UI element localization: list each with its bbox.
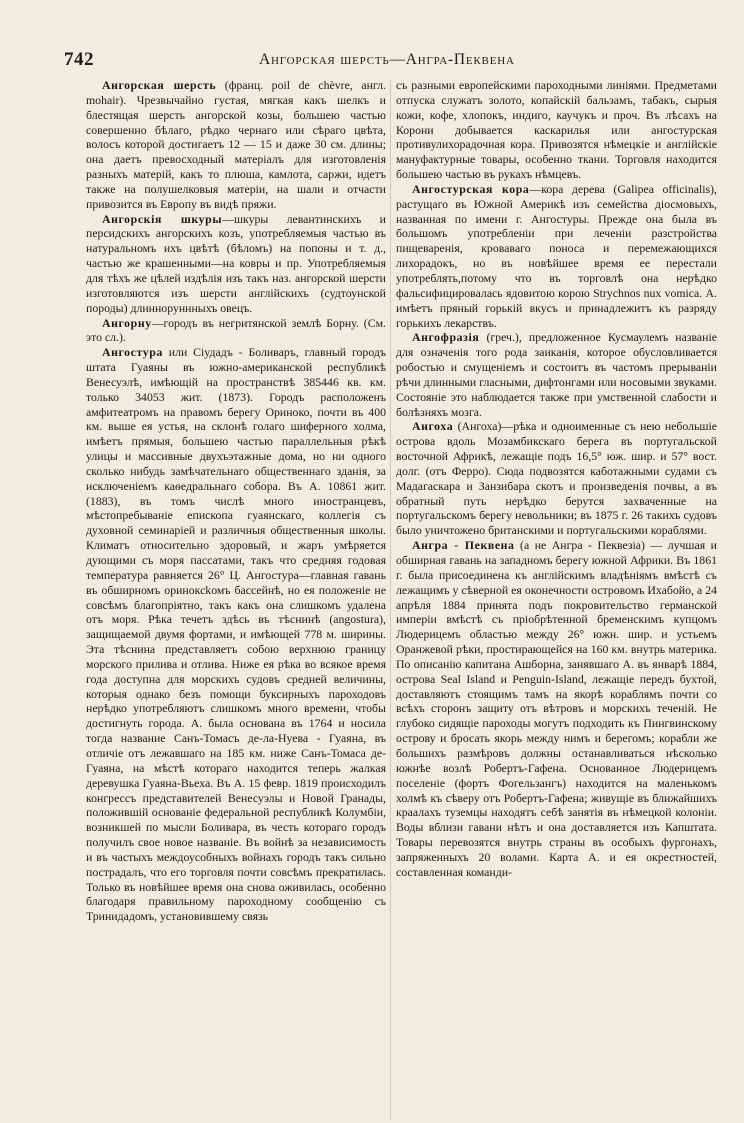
- entry-term: Ангофразія: [412, 330, 480, 345]
- column-divider: [390, 80, 391, 1120]
- entry-angornu: [86, 316, 386, 346]
- entry-angorskaya-sherst: [86, 78, 386, 212]
- entry-term: Ангорну: [102, 315, 152, 330]
- entry-angokha: [396, 419, 717, 538]
- entry-term: Ангорскія шкуры: [102, 211, 223, 226]
- entry-continuation: съ разными европейскими пароходными линіями. Предметами отпуска служатъ золото, копайскій бальзамъ, табакъ, сырыя кожи, кофе, хлопокъ, индиго, каучукъ и проч. Въ лѣсахъ на Корони добывается каскарилья или ангостурская противулихорадочная кора. Привозятся нѣмецкіе и англійскіе мануфактурные товары, особенно ткани. Торговля находится большею частью въ рукахъ нѣмцевъ.: [396, 78, 717, 182]
- entry-angosturskaya-kora: [396, 182, 717, 330]
- left-column: [86, 78, 386, 924]
- entry-term: Ангостура: [102, 345, 163, 360]
- entry-term: Ангорская шерсть: [102, 78, 217, 92]
- entry-term: Ангоха: [412, 419, 454, 434]
- page-number: 742: [64, 49, 94, 70]
- entry-text: (а не Ангра - Пеквезіа) — лучшая и обширная гавань на западномъ берегу южной Африки. Въ 1861 г. была присоединена къ англійскимъ владѣніямъ вмѣстѣ съ лежащимъ у сѣверной ея оконечности островомъ Ихабойо, а 24 апрѣля 1884 принята подъ покровительство германской имперіи вмѣстѣ съ пріобрѣтенной бременскимъ купцомъ Людерицемъ областью между 26° южн. шир. и устьемъ Оранжевой рѣки, простирающейся на 160 км. внутрь материка. По описанію капитана Ашборна, занявшаго А. въ январѣ 1884, острова Seal Island и Penguin-Island, лежащіе передъ бухтой, доставляютъ стоящимъ тамъ на якорѣ кораблямъ почти со всѣхъ сторонъ защиту отъ вѣтровъ и морскихъ теченій. Не глубоко сидящіе пароходы могутъ подходить къ Пингвинскому острову и бросать якорь между нимъ и берегомъ; корабли же большихъ размѣровъ должны останавливаться нѣсколько южнѣе возлѣ Робертъ-Гафена. Основанное Людерицемъ поселеніе (фортъ Фогельзангъ) находится на маленькомъ холмѣ къ сѣверу отъ Робертъ-Гафена; живущіе въ ближайшихъ краалахъ туземцы находятъ себѣ занятія въ нѣмецкой колоніи. Воды вблизи гавани нѣтъ и она доставляется изъ Капштата. Товары перевозятся внутрь страны въ особыхъ фургонахъ, запряженныхъ 20 волами. Карта А. и ея окрестностей, составленная команди-: [396, 538, 717, 879]
- entry-angofraziya: [396, 330, 717, 419]
- entry-text: —кора дерева (Galipea officinalis), растущаго въ Южной Америкѣ изъ семейства діосмовыхъ, названная по имени г. Ангостуры. Прежде она была въ большомъ употребленіи при леченіи разстройства пищеваренія, кровавaго поноса и перемежающихся лихорадокъ, но въ новѣйшее время ее перестали употреблять,потому что въ торговлѣ она нерѣдко фальсифицировалась ядовитою корою Strychnos nux vomica. А. имѣетъ пряный горькій вкусъ и принадлежитъ къ разряду горькихъ лекарствъ.: [396, 181, 717, 330]
- entry-term: Ангостурская кора: [412, 181, 530, 196]
- entry-angostura: [86, 345, 386, 924]
- entry-angorskiya-shkury: [86, 212, 386, 316]
- entry-text: —городъ въ негритянской землѣ Борну. (См. это сл.).: [86, 315, 386, 345]
- entry-text: или Сіудадъ - Боливаръ, главный городъ штата Гуаяны въ южно-американской республикѣ Венесуэлѣ, имѣющій на пространствѣ 385446 кв. км. только 34053 жит. (1873). Городъ расположенъ амфитеатромъ на правомъ берегу Ориноко, почти въ 400 км. выше ея устья, на склонѣ голаго шиферного холма, имѣетъ прямыя, большею частью параллельныя рѣкѣ улицы и массивные двухъэтажные дома, но ни одного сколько нибудь замѣчательнаго общественнаго зданія, за исключеніемъ каѳедральнаго собора. Въ А. 10861 жит. (1883), въ томъ числѣ много иностранцевъ, мѣстопребываніе епископа гуаянскаго, коллегія съ духовной семинаріей и различныя общественныя школы. Климатъ относительно здоровый, и жаръ умѣряется дующими съ моря пассатами, такъ что средняя годовая температура равняется 26° Ц. Ангостура—главная гавань въ обширномъ ориноксkомъ бассейнѣ, но ея положеніе не совсѣмъ благопріятно, такъ какъ она слишкомъ удалена отъ моря. Рѣка течетъ здѣсь въ тѣснинѣ (angostura), защищаемой двумя фортами, и имѣющей 778 м. ширины. Эта тѣснина представляетъ собою верхнюю границу морского прилива и отлива. Ниже ея рѣка во всякое время года доступна для морскихъ судовъ средней величины, которыя однако безъ помощи буксирныхъ пароходовъ нерѣдко употребляютъ слишкомъ много времени, чтобы достигнуть города. А. была основана въ 1764 и носила тогда название Санъ-Томасъ де-ла-Нуева - Гуаяна, въ отличіе отъ лежавшаго на 185 км. ниже Санъ-Томаса де-Гуаяна, на мѣстѣ котораго находится теперь жалкая деревушка Гуаяна-Вьеха. Въ А. 15 февр. 1819 происходилъ конгрессъ представителей Венесуэлы и Новой Гранады, положившій основаніе федеральной республикѣ Колумбіи, возникшей по мысли Боливара, въ честь котораго городъ получилъ свое новое названіе. Въ войнѣ за независимость и въ частыхъ междоусобныхъ войнахъ городъ такъ сильно пострадалъ, что его торговля почти совсѣмъ прекратилась. Только въ новѣйшее время она снова оживилась, особенно благодаря правильному пароходному сообщенію съ Тринидадомъ, установившему связь: [86, 345, 386, 924]
- entry-text: (греч.), предложенное Кусмаулемъ названіе для означенія того рода заиканія, которое обусловливается робостью и смущеніемъ и состоитъ въ частомъ прерываніи рѣчи длинными гласными, дифтонгами или носовыми звуками. Состояніе это наблюдается также при умственной слабости и болѣзняхъ мозга.: [396, 330, 717, 419]
- entry-text: (Ангоха)—рѣка и одноименные съ нею небольшіе острова вдоль Мозамбикскаго берега въ португальской восточной Африкѣ, лежащіе подъ 16,5° юж. шир. и 57° вост. долг. (отъ Ферро). Сюда подвозятся каботажными судами съ Мадагаскара и Занзибара скотъ и произведенія почвы, а въ обратный путь нерѣдко берутся захваченные на португальскомъ берегу невольники; въ 1875 г. 26 такихъ судовъ было уничтожено британскими и португальскими кораблями.: [396, 419, 717, 538]
- entry-text: (франц. poil de chèvre, англ. mohair). Чрезвычайно густая, мягкая какъ шелкъ и блестящая шерсть ангорской козы, большею частью совершенно бѣлаго, рѣдко чернаго или сѣраго цвѣта, волосъ которой достигаетъ 12 — 15 и даже 30 см. длины; она даетъ превосходный матеріалъ для изготовленія разныхъ матерій, какъ то плюша, камлота, саржи, идетъ также на полушелковыя матеріи, на шали и отчасти привозится въ Европу въ видѣ пряжи.: [86, 78, 386, 211]
- entry-term: Ангра - Пеквена: [412, 538, 515, 553]
- right-column: [396, 78, 717, 880]
- running-title: Ангорская шерсть—Ангра-Пеквена: [259, 51, 515, 68]
- entry-angra-pekvena: [396, 538, 717, 879]
- entry-text: —шкуры левантинскихъ и персидскихъ ангорскихъ козъ, употребляемыя частью въ натуральномъ ихъ цвѣтѣ (бѣломъ) на попоны и т. д., частью же крашенными—на ковры и пр. Употребляемыя для тѣхъ же цѣлей издѣлія изъ такъ наз. ангорской шерсти изготовляются изъ шерсти англійскихъ (судтоунской породы) длинноруннныхъ овецъ.: [86, 211, 386, 315]
- page-header: [64, 49, 716, 73]
